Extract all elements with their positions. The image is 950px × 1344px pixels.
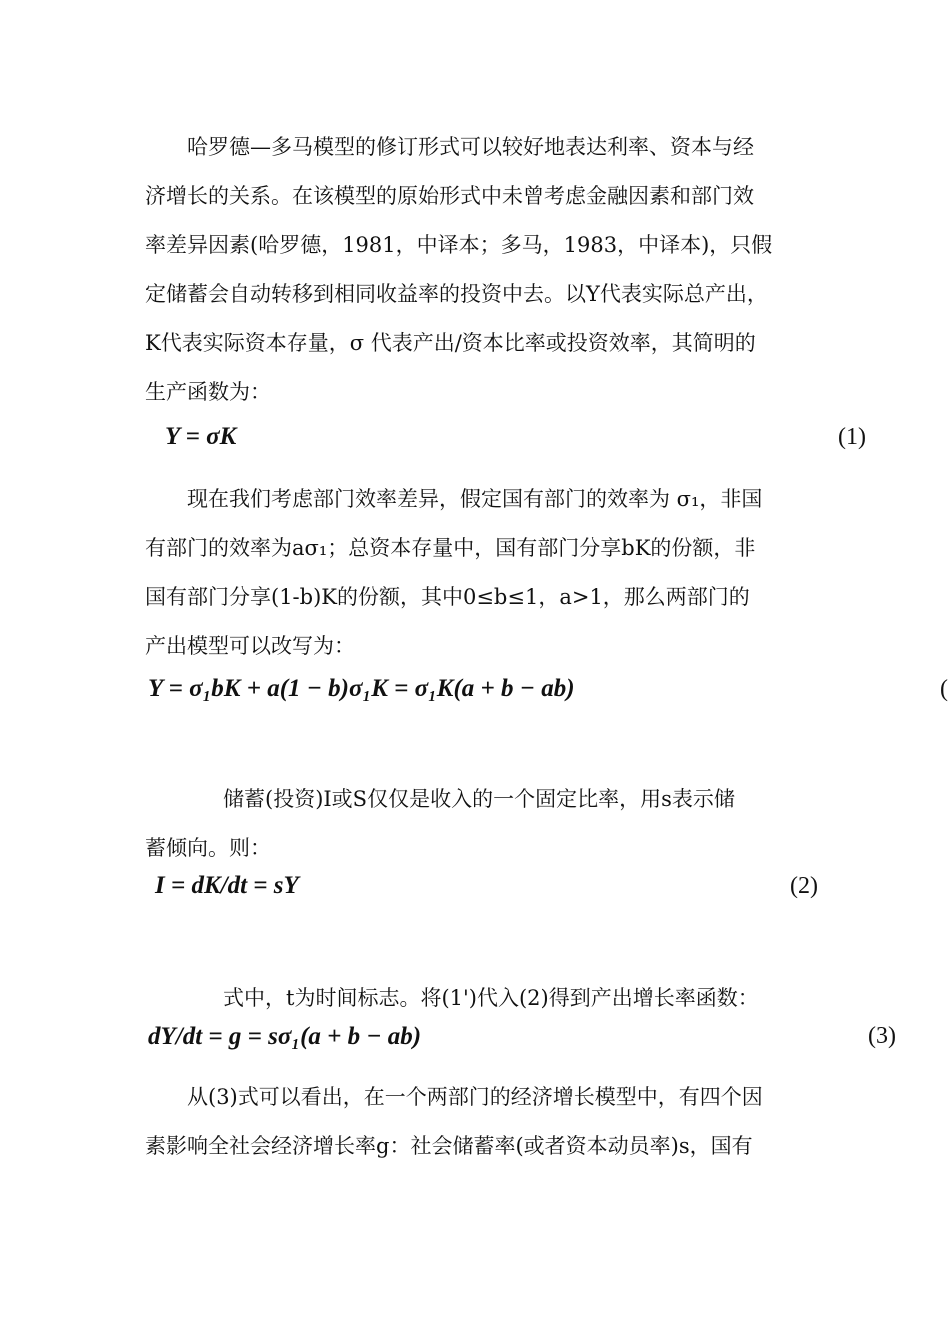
text-line: 率差异因素(哈罗德，1981，中译本；多马，1983，中译本)，只假	[145, 233, 773, 257]
paragraph-4	[145, 974, 805, 1023]
text-line: 国有部门分享(1-b)K的份额，其中0≤b≤1，a>1，那么两部门的	[145, 585, 750, 609]
text-line: 现在我们考虑部门效率差异，假定国有部门的效率为 σ₁，非国	[187, 487, 763, 511]
text-line: 有部门的效率为aσ₁；总资本存量中，国有部门分享bK的份额，非	[145, 536, 756, 560]
paragraph-2	[145, 475, 805, 671]
equation-1: Y = σK	[165, 423, 237, 450]
equation-1-prime-number: (	[940, 676, 948, 702]
text-line: 哈罗德—多马模型的修订形式可以较好地表达利率、资本与经	[187, 135, 754, 159]
text-line: 生产函数为：	[145, 380, 271, 404]
equation-1-number: (1)	[838, 424, 866, 450]
equation-2-number: (2)	[790, 873, 818, 899]
text-line: 济增长的关系。在该模型的原始形式中未曾考虑金融因素和部门效	[145, 184, 754, 208]
paragraph-1	[145, 123, 805, 417]
paragraph-5	[145, 1073, 805, 1171]
text-line: 从(3)式可以看出，在一个两部门的经济增长模型中，有四个因	[187, 1085, 763, 1109]
equation-3-number: (3)	[868, 1023, 896, 1049]
text-line: 储蓄(投资)I或S仅仅是收入的一个固定比率，用s表示储	[223, 787, 735, 811]
text-line: 产出模型可以改写为：	[145, 634, 355, 658]
text-line: 蓄倾向。则：	[145, 836, 271, 860]
equation-3: dY/dt = g = sσ₁(a + b − ab)	[148, 1023, 422, 1050]
text-line: 式中，t为时间标志。将(1')代入(2)得到产出增长率函数：	[223, 986, 759, 1010]
text-line: K代表实际资本存量，σ 代表产出/资本比率或投资效率，其简明的	[145, 331, 756, 355]
text-line: 素影响全社会经济增长率g：社会储蓄率(或者资本动员率)s，国有	[145, 1134, 753, 1158]
text-line: 定储蓄会自动转移到相同收益率的投资中去。以Y代表实际总产出，	[145, 282, 768, 306]
equation-1-prime: Y = σ₁bK + a(1 − b)σ₁K = σ₁K(a + b − ab)	[148, 675, 575, 702]
paragraph-3	[145, 775, 805, 873]
equation-2: I = dK/dt = sY	[155, 872, 299, 899]
